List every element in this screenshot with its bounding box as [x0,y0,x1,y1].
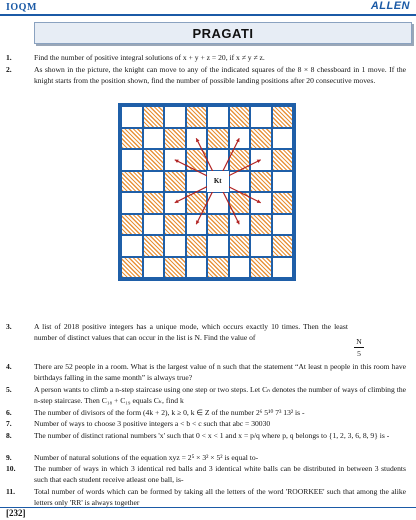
question-4 [6,361,410,385]
header-left-label: IOQM [6,2,37,13]
question-number: 2. [6,65,12,74]
question-8 [6,430,410,454]
fraction-bar [354,347,364,348]
header-rule [0,14,416,16]
fraction-n-over-5 [354,337,364,358]
question-text: Number of ways to choose 3 positive integers a < b < c such that abc = 30030 [34,419,271,428]
question-number: 8. [6,431,12,440]
footer-rule [0,507,416,508]
brand-logo: ALLEN [370,0,410,12]
question-text: The number of divisors of the form (4k + 2), k ≥ 0, k ∈ Z of the number 2⁶ 5¹⁰ 7³ 13² is - [34,408,305,417]
fraction-denominator: 5 [357,349,361,358]
question-11 [6,486,410,508]
question-number: 5. [6,385,12,394]
question-number: 1. [6,53,12,62]
question-number: 4. [6,362,12,371]
section-title-box [34,22,412,44]
question-10 [6,463,410,487]
question-text: A person wants to climb a n-step staircase using one step or two steps. Let Cₙ denotes the number of ways of climbing the n-step staircase. Then C₁₈ + C₁₉ equals Cₖ, find k [34,385,406,406]
question-1 [6,52,410,64]
question-text: As shown in the picture, the knight can move to any of the indicated squares of the 8 × 8 chessboard in 1 move. If the knight starts from the position shown, find the number of possible landing positions after 20 consecutive moves. [34,65,406,86]
question-text: There are 52 people in a room. What is the largest value of n such that the statement “At least n people in this room have birthdays falling in the same month” is always true? [34,362,406,383]
question-number: 10. [6,464,16,473]
question-text: The number of distinct rational numbers 'x' such that 0 < x < 1 and x = p/q where p, q belongs to {1, 2, 3, 6, 8, 9} is - [34,431,390,440]
question-number: 3. [6,322,12,331]
question-5 [6,384,410,408]
question-text: Total number of words which can be formed by taking all the letters of the word 'ROORKEE' such that among the alike letters only 'RR' is always together [34,487,406,508]
fraction-numerator: N [356,337,362,346]
question-3 [6,321,410,345]
question-number: 6. [6,408,12,417]
knight-move-arrows [121,106,293,278]
question-text: Find the number of positive integral solutions of x + y + z = 20, if x ≠ y ≠ z. [34,53,265,62]
question-2 [6,64,410,100]
question-text: A list of 2018 positive integers has a unique mode, which occurs exactly 10 times. Then the least number of distinct values that can occur in the list is N. Find the value of [34,322,348,343]
question-number: 9. [6,453,12,462]
page-header [0,0,416,16]
page-number: [232] [6,508,26,518]
question-7 [6,418,410,430]
knight-chessboard-figure [118,103,296,281]
question-text: The number of ways in which 3 identical red balls and 3 identical white balls can be distributed in between 3 students such that each student receive atleast one ball, is- [34,464,406,485]
question-number: 11. [6,487,16,496]
knight-label: Kt [207,171,229,193]
question-text: Number of natural solutions of the equation xyz = 2⁵ × 3² × 5² is equal to- [34,453,259,462]
section-title: PRAGATI [192,26,254,41]
question-number: 7. [6,419,12,428]
